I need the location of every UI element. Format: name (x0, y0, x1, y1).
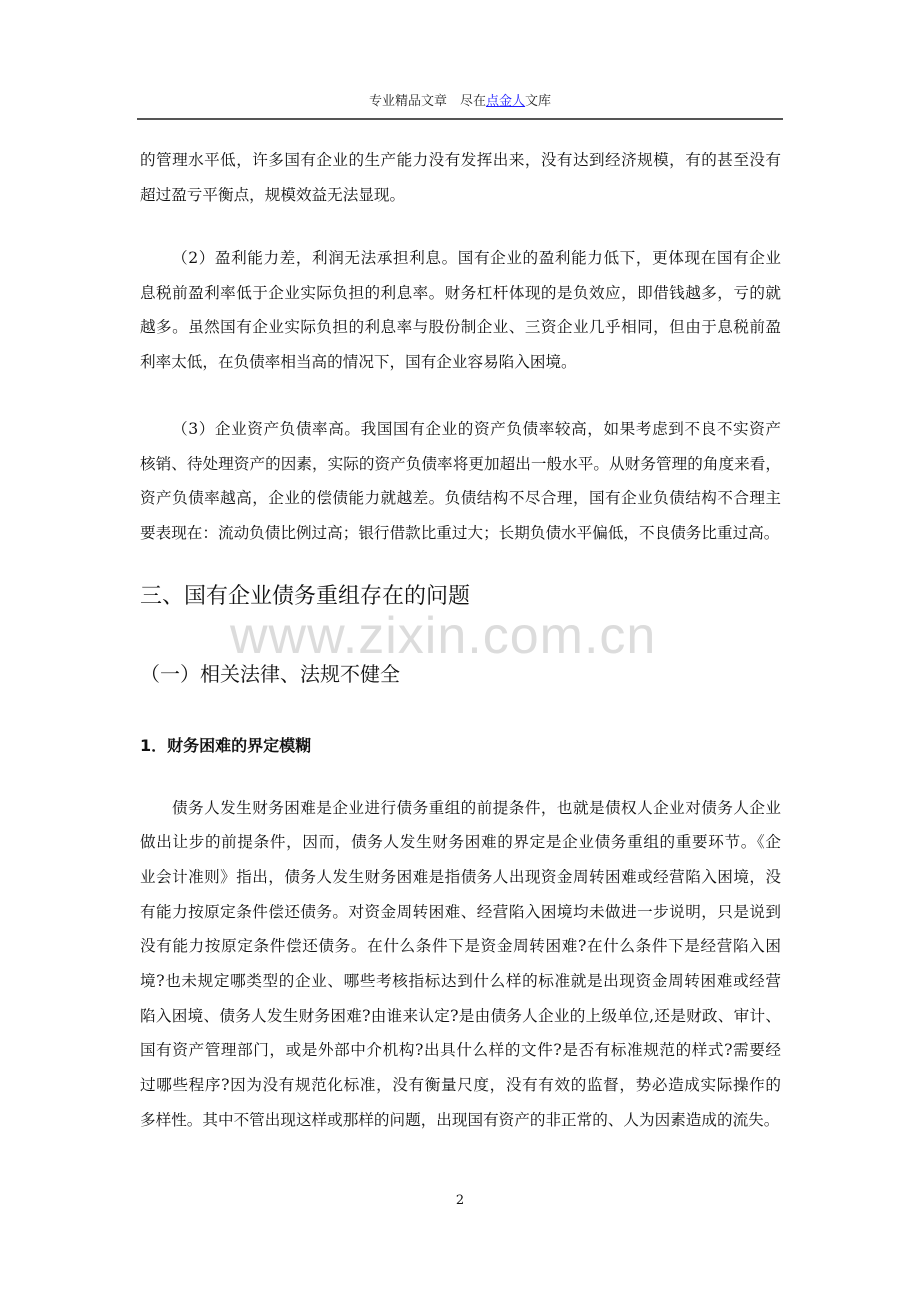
paragraph-line: 资产负债率越高，企业的偿债能力就越差。负债结构不尽合理，国有企业负债结构不合理主 (140, 489, 781, 507)
paragraph-line: 国有资产管理部门，或是外部中介机构?出具什么样的文件?是否有标准规范的样式?需要经 (140, 1041, 781, 1059)
page-number: 2 (455, 1193, 465, 1208)
paragraph-line: 超过盈亏平衡点，规模效益无法显现。 (140, 186, 406, 204)
header-link[interactable]: 点金人 (485, 94, 525, 109)
paragraph-line: 多样性。其中不管出现这样或那样的问题，出现国有资产的非正常的、人为因素造成的流失。 (140, 1111, 780, 1129)
paragraph-line: 息税前盈利率低于企业实际负担的利息率。财务杠杆体现的是负效应，即借钱越多，亏的就 (140, 284, 781, 302)
subsection-heading: （一）相关法律、法规不健全 (140, 662, 400, 686)
paragraph-line: 利率太低，在负债率相当高的情况下，国有企业容易陷入困境。 (140, 353, 577, 371)
header-text-suffix: 文库 (525, 94, 552, 109)
paragraph-line: （3）企业资产负债率高。我国国有企业的资产负债率较高，如果考虑到不良不实资产 (172, 420, 781, 438)
paragraph-line: 境?也未规定哪类型的企业、哪些考核指标达到什么样的标准就是出现资金周转困难或经营 (140, 972, 781, 990)
paragraph-line: 过哪些程序?因为没有规范化标准，没有衡量尺度，没有有效的监督，势必造成实际操作的 (140, 1076, 781, 1094)
sub-subsection-heading: 1．财务困难的界定模糊 (140, 736, 312, 755)
paragraph-line: 业会计准则》指出，债务人发生财务困难是指债务人出现资金周转困难或经营陷入困境，没 (140, 868, 781, 886)
watermark: www.zixin.com.cn (230, 607, 657, 665)
page-header (0, 90, 920, 109)
paragraph-line: 要表现在：流动负债比例过高；银行借款比重过大；长期负债水平偏低，不良债务比重过高。 (140, 524, 780, 542)
paragraph-line: （2）盈利能力差，利润无法承担利息。国有企业的盈利能力低下，更体现在国有企业 (172, 249, 781, 267)
paragraph-line: 陷入困境、债务人发生财务困难?由谁来认定?是由债务人企业的上级单位,还是财政、审计、 (140, 1007, 781, 1025)
header-text: 专业精品文章 尽在 (368, 94, 486, 109)
header-divider (137, 118, 783, 120)
section-heading: 三、国有企业债务重组存在的问题 (140, 584, 471, 609)
paragraph-line: 没有能力按原定条件偿还债务。在什么条件下是资金周转困难?在什么条件下是经营陷入困 (140, 937, 781, 955)
paragraph-line: 的管理水平低，许多国有企业的生产能力没有发挥出来，没有达到经济规模，有的甚至没有 (140, 151, 781, 169)
paragraph-line: 有能力按原定条件偿还债务。对资金周转困难、经营陷入困境均未做进一步说明，只是说到 (140, 903, 781, 921)
paragraph-line: 债务人发生财务困难是企业进行债务重组的前提条件，也就是债权人企业对债务人企业 (172, 799, 781, 817)
paragraph-line: 核销、待处理资产的因素，实际的资产负债率将更加超出一般水平。从财务管理的角度来看， (140, 455, 781, 473)
paragraph-line: 越多。虽然国有企业实际负担的利息率与股份制企业、三资企业几乎相同，但由于息税前盈 (140, 318, 781, 336)
paragraph-line: 做出让步的前提条件，因而，债务人发生财务困难的界定是企业债务重组的重要环节。《企 (140, 833, 781, 851)
